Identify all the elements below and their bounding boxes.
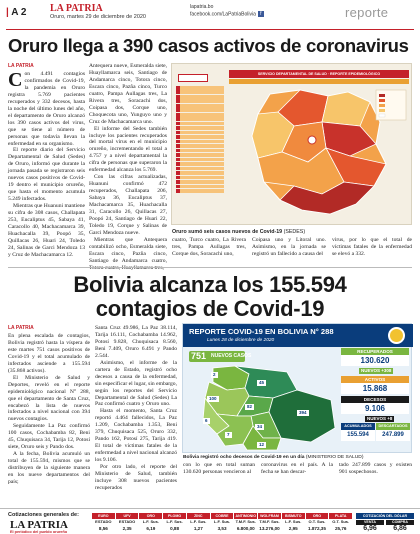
- rate-bismuto: BISMUTO L.F. Sus. 2,95: [282, 513, 305, 533]
- page-number: | A 2: [6, 7, 27, 18]
- stat-descartados: DESCARTADOS 247.899: [376, 423, 410, 443]
- rate-zinc: ZINC L.F. Sus. 1,27: [187, 513, 210, 533]
- stat-recuperados-new: NUEVOS +308: [361, 368, 392, 373]
- exchange-logo-tagline: El periódico del pueblo orureño: [10, 530, 68, 534]
- header-rule: [6, 29, 414, 30]
- story1-credit: LA PATRIA: [8, 63, 34, 69]
- oruro-municipality-map: [230, 86, 410, 221]
- new-cases-badge: 751 NUEVOS CASOS: [191, 351, 252, 361]
- dollar-sell: VENTA 6,96: [356, 520, 384, 533]
- region-labels: [193, 366, 339, 452]
- story2-credit: LA PATRIA: [8, 325, 34, 331]
- story2-bottom-col-1: con lo que en total suman 130.620 personas vencieron al: [183, 462, 255, 475]
- stat-acumulados: ACUMULADOS 155.594: [341, 423, 375, 443]
- rate-euro: EURO ESTADO 8,56: [92, 513, 115, 533]
- covid-report-header: [183, 324, 413, 347]
- story1-caption: Oruro sumó seis casos nuevos de Covid-19 (SEDES): [172, 229, 306, 235]
- story1-bottom-col-1: cuatro, Turco cuatro, La Rivera tres, Pampa Aullagas tres, Corque dos, Soracachi uno,: [172, 237, 246, 257]
- edition-date: Oruro, martes 29 de diciembre de 2020: [50, 14, 146, 20]
- story2-column-1: En plena escalada de contagios, Bolivia registró hasta la víspera de este martes 751 casos positivos de Covid-19 y el total acumulado de infectados asciende a 155.594 (35.868 activos). El Ministerio de Salud y Deportes, reveló en el reporte epidemiológico nacional N° 288, que el departamento de Santa Cruz, encabezó la lista de nuevos infectados a nivel nacional con 394 nuevos contagios. Seguidamente La Paz confirmó 100 casos, Cochabamba 82, Beni 45, Chuquisaca 34, Tarija 12, Potosí siete, Oruro seis y Pando dos. A la fecha, Bolivia acumuló un total de 155.594, mismos que se distribuyen de la siguiente manera en los nueve departamentos del país;: [8, 333, 90, 486]
- exchange-title: Cotizaciones generales de:: [8, 512, 79, 518]
- municipality-table: [176, 86, 224, 198]
- rate-plomo: PLOMO L.F. Sus. 0,88: [163, 513, 186, 533]
- masthead: LA PATRIA: [50, 3, 103, 14]
- region-la-paz: 100: [209, 396, 217, 401]
- headline-oruro: Oruro llega a 390 casos activos de coronavirus: [8, 35, 409, 56]
- region-santa-cruz: 394: [299, 410, 307, 415]
- story2-column-2: Santa Cruz 49.986, La Paz 38.114, Tarija 16.111, Cochabamba 14.962, Potosí 9.828, Chuquisaca 8.560, Beni 7.409, Oruro 6.491 y Pando 2.544. Asimismo, el informe de la cartera de Estado, registró ocho decesos a causa de la enfermedad, sin especificar el lugar, sin embargo, según los reportes del Servicio Departamental de Salud (Sedes) La Paz confirmó cuatro y Oruro uno. Hasta el momento, Santa Cruz reportó 4.464 fallecidos, La Paz 1.209, Cochabamba 1.353, Beni 379, Chuquisaca 525, Oruro 332, Pando 162, Potosí 275, Tarija 419. El total de víctimas fatales de la enfermedad a nivel nacional alcanzó los 9.106. Por otro lado, el reporte del Ministerio de Salud, también incluye 308 nuevos pacientes recuperados: [95, 325, 177, 491]
- cases-badge: [178, 74, 208, 82]
- region-beni: 45: [259, 380, 265, 385]
- stat-recuperados: RECUPERADOS 130.620: [341, 348, 409, 368]
- exchange-logo: LA PATRIA: [10, 519, 68, 531]
- website-link[interactable]: lapatria.bo: [190, 4, 214, 10]
- story1-column-1: C on 4.491 contagios confirmados de Covid-19, la pandemia en Oruro registra 5.769 pacientes recuperados y 332 decesos, hasta la noche del último lunes del año, el departamento de Oruro alcanzó los 390 casos activos del virus, que se tiene al número de personas que todavía llevan la enfermedad en su organismo. El reporte diario del Servicio Departamental de Salud (Sedes) de Oruro, informó que durante la jornada pasada se registraron seis nuevos casos positivos de Covid-19 dentro el municipio orureño, que hasta el momento acumula 5.249 infectados. Mientras que Huanuni mantiene su cifra de 308 casos, Challapata 253, Eucaliptus 45, Sabaya 41, Caracollo 40, Machacamarca 39, Huachacalla 39, Poopó 35, Quillacas 26, Huari 24, Toledo 24, Salinas de Garci Mendoza 13 y Cruz de Machacamarca 12.: [8, 69, 85, 258]
- rate-plata: PLATA O.T. Sus. 25,76: [329, 513, 352, 533]
- facebook-link[interactable]: facebook.com/LaPatriaBolivia f: [190, 11, 264, 18]
- headline-bolivia-line-2: contagios de Covid-19: [95, 296, 325, 321]
- oruro-map-infographic: [171, 63, 412, 225]
- dropcap: C: [8, 69, 23, 91]
- region-chuquisaca: 34: [257, 424, 263, 429]
- section-name: reporte: [345, 5, 389, 20]
- story2-bottom-col-3: tado 247.899 casos y existen 901 sospechosos.: [339, 462, 412, 475]
- region-oruro: 6: [205, 418, 208, 423]
- map-subtitle-bar: [229, 79, 409, 84]
- story1-bottom-col-2: Coipasa uno y Litoral uno. Asimismo, en la jornada se registró un fallecido a causa del: [252, 237, 326, 257]
- dollar-rate: COTIZACIÓN DEL DÓLAR VENTA 6,96 COMPRA 6,86: [356, 513, 414, 533]
- ministry-seal-icon: [388, 327, 405, 344]
- stat-decesos: DECESOS 9.106: [341, 396, 409, 416]
- rate-oro: ORO L.F. Sus. 6,19: [139, 513, 162, 533]
- rate-cobre: COBRE L.F. Sus. 3,53: [211, 513, 234, 533]
- dollar-buy: COMPRA 6,86: [386, 520, 414, 533]
- story2-caption: Bolivia registró ocho decesos de Covid-19 en un día (MINISTERIO DE SALUD): [183, 455, 364, 460]
- story1-column-2: Antequera nueve, Esmeralda siete, Huayllamarca seis, Santiago de Andamarca cinco, Totora cinco, Escara cinco, Pazña cinco, Turco cuatro, Pampa Aullagas tres, La Rivera tres, Soracachi dos, Coipasa dos, Corque uno, Choquecota uno, Yunguyo uno y Cruz de Machacamarca uno. El informe del Sedes también incluye los pacientes recuperados del mortal virus en el municipio orureño, incrementando el total a 4.757 y a nivel departamental la cifra de personas que superaron la enfermedad alcanza los 5.769. Con las cifras actualizadas, Huanuni confirmó 472 recuperados, Challapata 206, Sabaya 36, Eucaliptus 37, Machacamarca 35, Huachacalla 31, Caracollo 26, Quillacas 27, Poopó 24, Santiago de Huari 22, Toledo 19, Corque y Salinas de Garci Mendoza nueve. Mientras que Antequera contabilizó ocho, Esmeralda siete, Escara cinco, Pazña cinco, Santiago de Andamarca cuatro,: [89, 63, 167, 264]
- covid-report-infographic: [182, 323, 412, 453]
- rate-ufv: UFV ESTADO 2,35: [116, 513, 139, 533]
- region-pando: 2: [213, 372, 216, 377]
- rate-wolfram: WOLFRAM T.M.F. Sus. 13.276,00: [259, 514, 280, 531]
- facebook-icon: f: [258, 11, 264, 17]
- headline-bolivia-line-1: Bolivia alcanza los 155.594: [73, 272, 347, 297]
- story-separator: [8, 267, 412, 268]
- story1-bottom-col-3: virus, por lo que el total de víctimas fatales de la enfermedad se elevó a 332.: [332, 237, 412, 257]
- rate-antimonio: ANTIMONIO T.M.F. Sus. 6.800,00: [235, 514, 257, 531]
- covid-report-title: REPORTE COVID-19 EN BOLIVIA N° 288: [189, 327, 334, 336]
- exchange-rates-bar: [0, 508, 420, 534]
- region-potosi: 7: [227, 432, 230, 437]
- stat-activos: ACTIVOS 15.868: [341, 376, 409, 396]
- social-links: [190, 4, 264, 18]
- map-title-bar: SERVICIO DEPARTAMENTAL DE SALUD · REPORTE EPIDEMIOLÓGICO: [229, 70, 409, 78]
- exchange-cells: [92, 513, 352, 533]
- region-tarija: 12: [259, 442, 265, 447]
- region-cochabamba: 82: [247, 404, 253, 409]
- covid-report-date: Lunes 28 de diciembre de 2020: [207, 338, 275, 343]
- stat-decesos-new: NUEVOS +8: [367, 416, 393, 421]
- rate-oro-ot: ORO O.T. Sus. 1.872,35: [306, 513, 329, 533]
- story2-bottom-col-2: coronavirus en el país. A la fecha se han descar-: [261, 462, 333, 475]
